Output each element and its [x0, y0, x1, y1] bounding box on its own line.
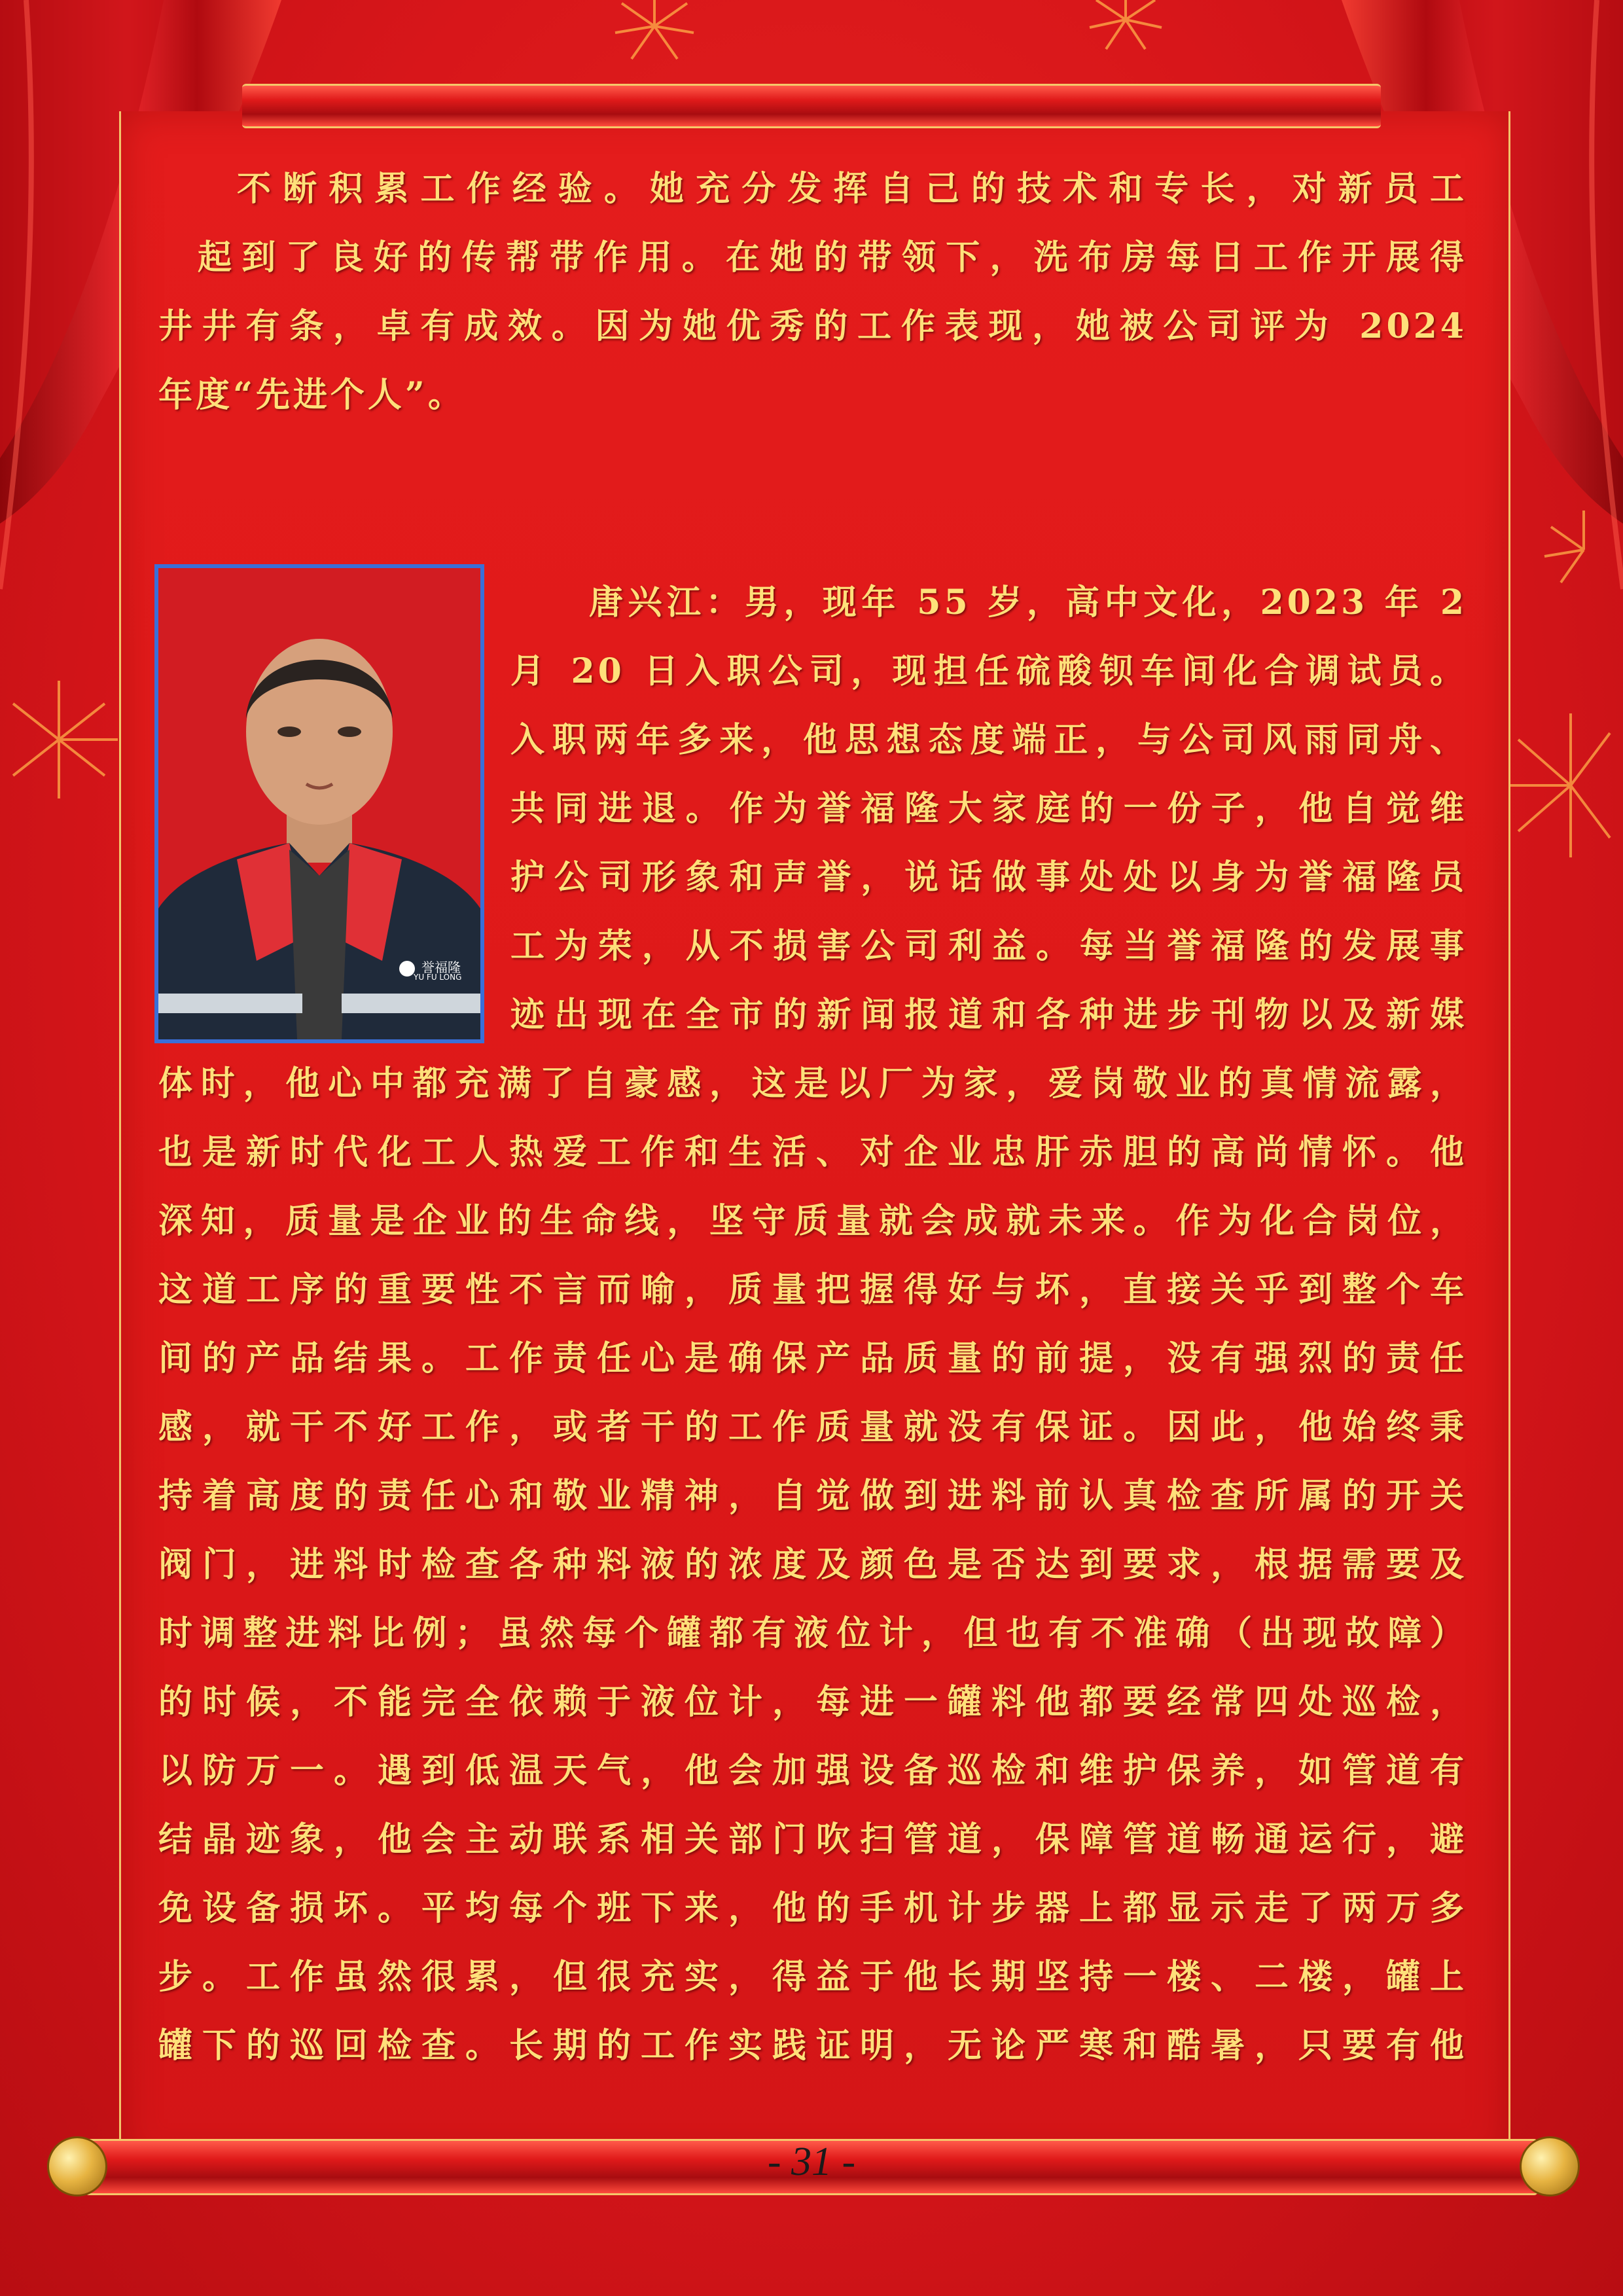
- text-line: 时调整进料比例；虽然每个罐都有液位计，但也有不准确（出现故障）: [158, 1613, 1467, 1653]
- text-line: 迹出现在全市的新闻报道和各种进步刊物以及新媒: [510, 995, 1467, 1035]
- text-line: 间的产品结果。工作责任心是确保产品质量的前提，没有强烈的责任: [158, 1338, 1467, 1378]
- text-line: 唐兴江：男，现年 55 岁，高中文化，2023 年 2: [589, 583, 1467, 622]
- text-line: 结晶迹象，他会主动联系相关部门吹扫管道，保障管道畅通运行，避: [158, 1820, 1467, 1859]
- paragraph-2-side: [510, 568, 1467, 1049]
- paragraph-1: [158, 154, 1467, 429]
- text-line: 感，就干不好工作，或者干的工作质量就没有保证。因此，他始终秉: [158, 1407, 1467, 1447]
- text-line: 月 20 日入职公司，现担任硫酸钡车间化合调试员。: [510, 651, 1467, 691]
- text-line: 步。工作虽然很累，但很充实，得益于他长期坚持一楼、二楼，罐上: [158, 1957, 1467, 1997]
- text-line: 深知，质量是企业的生命线，坚守质量就会成就未来。作为化合岗位，: [158, 1201, 1467, 1241]
- text-line: 入职两年多来，他思想态度端正，与公司风雨同舟、: [510, 720, 1467, 760]
- text-line: 罐下的巡回检查。长期的工作实践证明，无论严寒和酷暑，只要有他: [158, 2026, 1467, 2066]
- text-line: 这道工序的重要性不言而喻，质量把握得好与坏，直接关乎到整个车: [158, 1270, 1467, 1310]
- text-line: 年度“先进个人”。: [158, 375, 465, 415]
- text-line: 以防万一。遇到低温天气，他会加强设备巡检和维护保养，如管道有: [158, 1751, 1467, 1791]
- text-line: 阀门，进料时检查各种料液的浓度及颜色是否达到要求，根据需要及: [158, 1545, 1467, 1585]
- page-number: - 31 -: [767, 2140, 856, 2184]
- text-line: 共同进退。作为誉福隆大家庭的一份子，他自觉维: [510, 789, 1467, 829]
- text-line: 护公司形象和声誉，说话做事处处以身为誉福隆员: [510, 857, 1467, 897]
- text-line: 起到了良好的传帮带作用。在她的带领下，洗布房每日工作开展得: [198, 238, 1467, 278]
- text-line: 的时候，不能完全依赖于液位计，每进一罐料他都要经常四处巡检，: [158, 1682, 1467, 1722]
- uniform-logo-sub: YU FU LONG: [414, 973, 462, 982]
- text-line: 免设备损坏。平均每个班下来，他的手机计步器上都显示走了两万多: [158, 1888, 1467, 1928]
- paragraph-2-body: [158, 1049, 1467, 2080]
- uniform-logo: 誉福隆: [421, 960, 461, 975]
- scroll-rod-top: [242, 84, 1381, 128]
- portrait-photo: [154, 564, 484, 1043]
- text-line: 工为荣，从不损害公司利益。每当誉福隆的发展事: [510, 926, 1467, 966]
- text-line: 体时，他心中都充满了自豪感，这是以厂为家，爱岗敬业的真情流露，: [158, 1064, 1467, 1103]
- text-line: 持着高度的责任心和敬业精神，自觉做到进料前认真检查所属的开关: [158, 1476, 1467, 1516]
- text-line: 不断积累工作经验。她充分发挥自己的技术和专长，对新员工: [237, 169, 1467, 209]
- text-line: 也是新时代化工人热爱工作和生活、对企业忠肝赤胆的高尚情怀。他: [158, 1132, 1467, 1172]
- text-line: 井井有条，卓有成效。因为她优秀的工作表现，她被公司评为 2024: [158, 306, 1467, 346]
